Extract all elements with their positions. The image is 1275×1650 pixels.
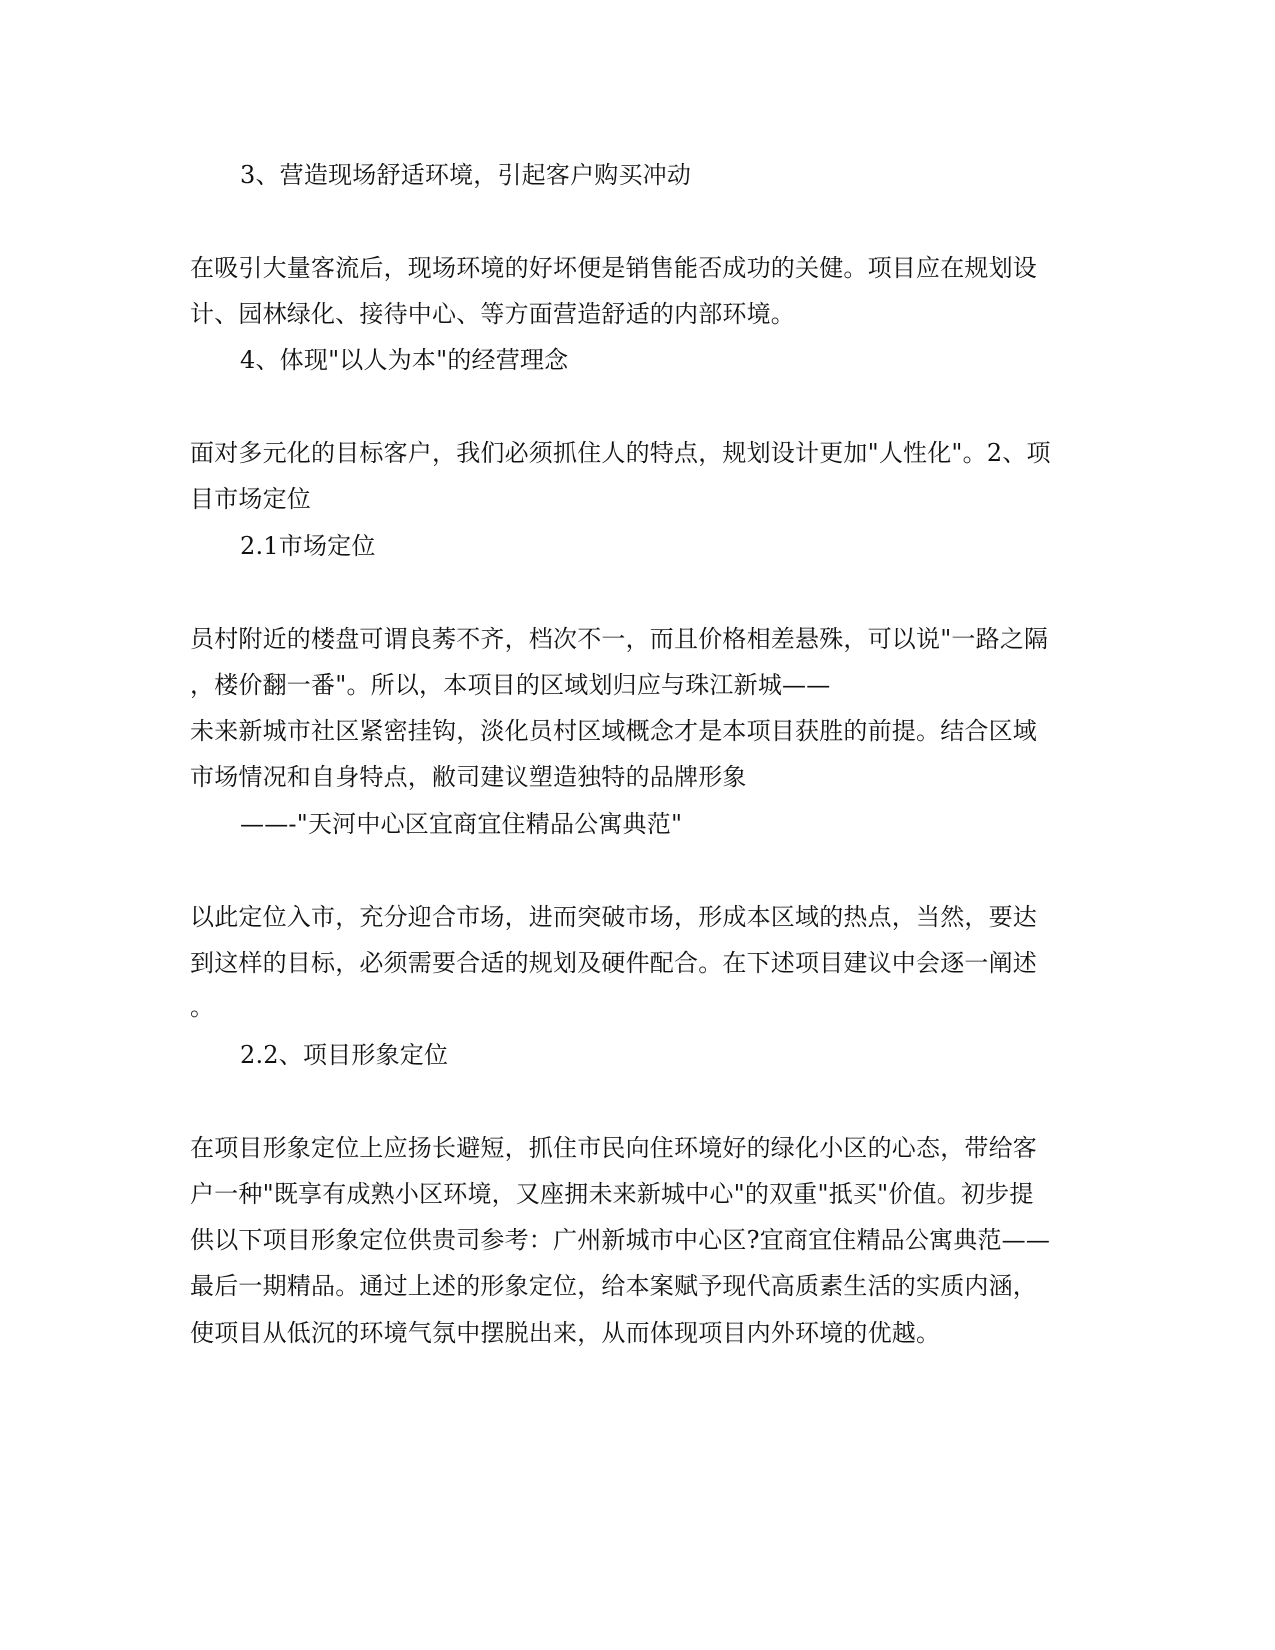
paragraph-line: 目市场定位 [190,485,311,513]
paragraph-line: 计、园林绿化、接待中心、等方面营造舒适的内部环境。 [190,300,795,328]
heading-2-2: 2.2、项目形象定位 [240,1041,449,1069]
heading-4: 4、体现"以人为本"的经营理念 [240,346,569,374]
heading-3: 3、营造现场舒适环境，引起客户购买冲动 [240,161,692,189]
paragraph-line: 供以下项目形象定位供贵司参考：广州新城市中心区?宜商宜住精品公寓典范—— [190,1226,1051,1254]
paragraph-line: 使项目从低沉的环境气氛中摆脱出来，从而体现项目内外环境的优越。 [190,1319,941,1347]
paragraph-line: 在项目形象定位上应扬长避短，抓住市民向住环境好的绿化小区的心态，带给客 [190,1134,1037,1162]
paragraph-line: 最后一期精品。通过上述的形象定位，给本案赋予现代高质素生活的实质内涵， [190,1272,1037,1300]
paragraph-line: 未来新城市社区紧密挂钩，淡化员村区域概念才是本项目获胜的前提。结合区域 [190,717,1037,745]
paragraph-line: 面对多元化的目标客户，我们必须抓住人的特点，规划设计更加"人性化"。2、项 [190,439,1051,467]
paragraph-line: 在吸引大量客流后，现场环境的好坏便是销售能否成功的关健。项目应在规划设 [190,254,1037,282]
paragraph-line: 。 [190,993,215,1021]
paragraph-line: 员村附近的楼盘可谓良莠不齐，档次不一，而且价格相差悬殊，可以说"一路之隔 [190,625,1049,653]
paragraph-line: 到这样的目标，必须需要合适的规划及硬件配合。在下述项目建议中会逐一阐述 [190,949,1037,977]
paragraph-line: 以此定位入市，充分迎合市场，进而突破市场，形成本区域的热点，当然，要达 [190,903,1037,931]
paragraph-line: 市场情况和自身特点，敝司建议塑造独特的品牌形象 [190,763,747,791]
heading-2-1: 2.1市场定位 [240,532,376,560]
paragraph-line: 户一种"既享有成熟小区环境，又座拥未来新城中心"的双重"抵买"价值。初步提 [190,1180,1034,1208]
paragraph-line: ，楼价翻一番"。所以，本项目的区域划归应与珠江新城—— [190,671,831,699]
slogan-line: ——-"天河中心区宜商宜住精品公寓典范" [240,810,683,838]
